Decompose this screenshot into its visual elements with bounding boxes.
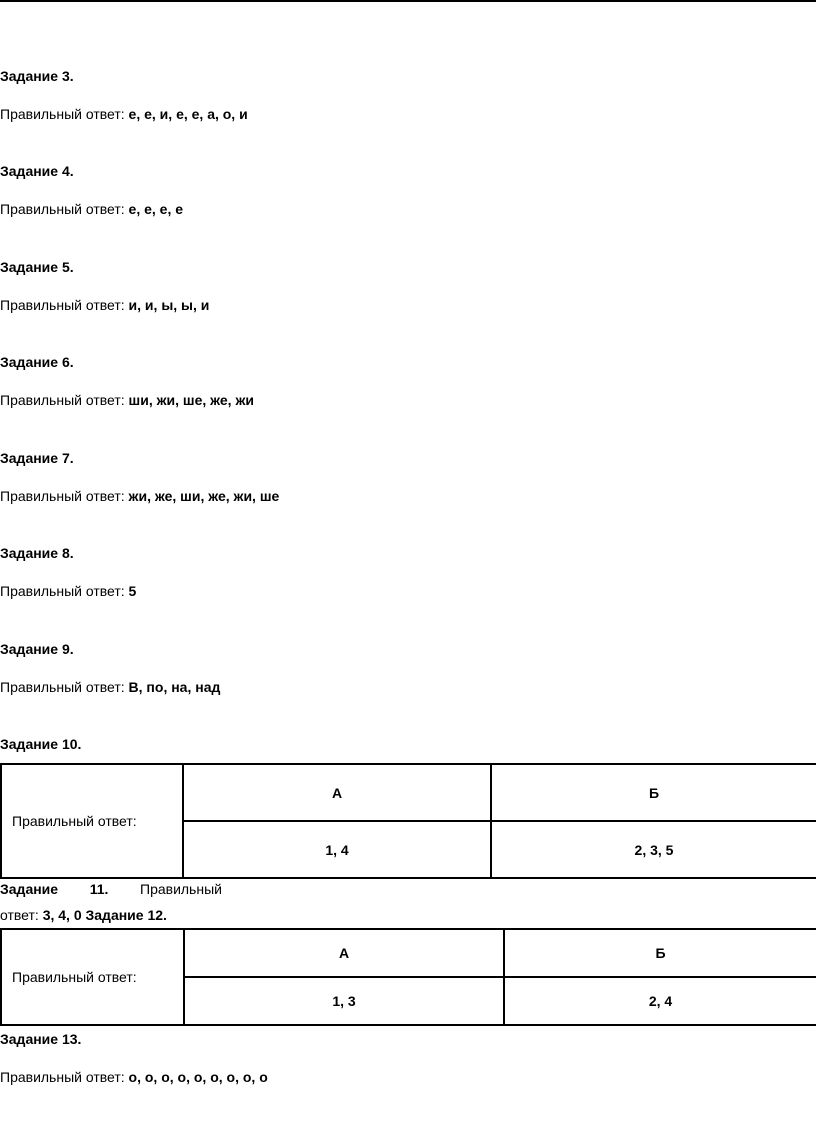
task-answer (0, 200, 183, 218)
task-title: Задание 6. (0, 354, 74, 370)
task-12-table (0, 928, 816, 1026)
task-9 (0, 640, 220, 696)
answer-value: е, е, и, е, е, а, о, и (128, 106, 248, 122)
task-title: Задание 3. (0, 68, 74, 84)
answer-label: Правильный ответ: (0, 1069, 125, 1085)
task-11-answer-label: ответ: (0, 907, 39, 923)
task-11-answer-value: 3, 4, 0 (42, 907, 82, 923)
top-rule (0, 0, 816, 2)
column-header-a: А (184, 929, 504, 977)
task-3 (0, 67, 248, 123)
answer-label: Правильный ответ: (0, 392, 125, 408)
task-title: Задание 10. (0, 736, 82, 752)
answer-value: е, е, е, е (128, 201, 184, 217)
task-answer (0, 296, 209, 314)
task-13 (0, 1030, 268, 1086)
task-title: Задание 8. (0, 545, 74, 561)
task-11-word: Задание (0, 881, 59, 897)
column-header-b: Б (504, 929, 816, 977)
cell-value-b: 2, 3, 5 (491, 821, 816, 878)
task-7 (0, 449, 279, 505)
task-10-table (0, 763, 816, 879)
task-8 (0, 544, 136, 600)
answer-value: 5 (128, 583, 137, 599)
answer-value: о, о, о, о, о, о, о, о, о (128, 1069, 268, 1085)
task-answer (0, 105, 248, 123)
task-answer (0, 391, 254, 409)
answer-label: Правильный ответ: (0, 297, 125, 313)
task-title: Задание 7. (0, 450, 74, 466)
answer-label: Правильный ответ: (0, 583, 125, 599)
table-label: Правильный ответ: (1, 929, 184, 1025)
cell-value-a: 1, 4 (183, 821, 491, 878)
task-answer (0, 582, 136, 600)
answer-label: Правильный ответ: (0, 201, 125, 217)
task-11-answer-word: Правильный (140, 881, 222, 897)
task-11-number: 11. (89, 881, 109, 897)
answer-value: В, по, на, над (128, 679, 221, 695)
table-label: Правильный ответ: (1, 764, 183, 878)
task-answer (0, 487, 279, 505)
task-answer (0, 1068, 268, 1086)
column-header-a: А (183, 764, 491, 821)
answer-value: ши, жи, ше, же, жи (128, 392, 254, 408)
task-11 (0, 880, 230, 924)
task-11-line-2 (0, 906, 230, 924)
task-title: Задание 5. (0, 259, 74, 275)
task-title: Задание 4. (0, 163, 74, 179)
answer-label: Правильный ответ: (0, 106, 125, 122)
task-10 (0, 735, 81, 753)
task-title: Задание 9. (0, 641, 74, 657)
cell-value-b: 2, 4 (504, 977, 816, 1025)
task-4 (0, 162, 183, 218)
task-title: Задание 13. (0, 1031, 82, 1047)
task-6 (0, 353, 254, 409)
answer-value: и, и, ы, ы, и (128, 297, 210, 313)
answer-label: Правильный ответ: (0, 679, 125, 695)
task-answer (0, 678, 220, 696)
task-11-line-1 (0, 880, 222, 898)
task-12-title: Задание 12. (85, 907, 167, 923)
answer-value: жи, же, ши, же, жи, ше (128, 488, 280, 504)
cell-value-a: 1, 3 (184, 977, 504, 1025)
task-5 (0, 258, 209, 314)
answer-label: Правильный ответ: (0, 488, 125, 504)
column-header-b: Б (491, 764, 816, 821)
